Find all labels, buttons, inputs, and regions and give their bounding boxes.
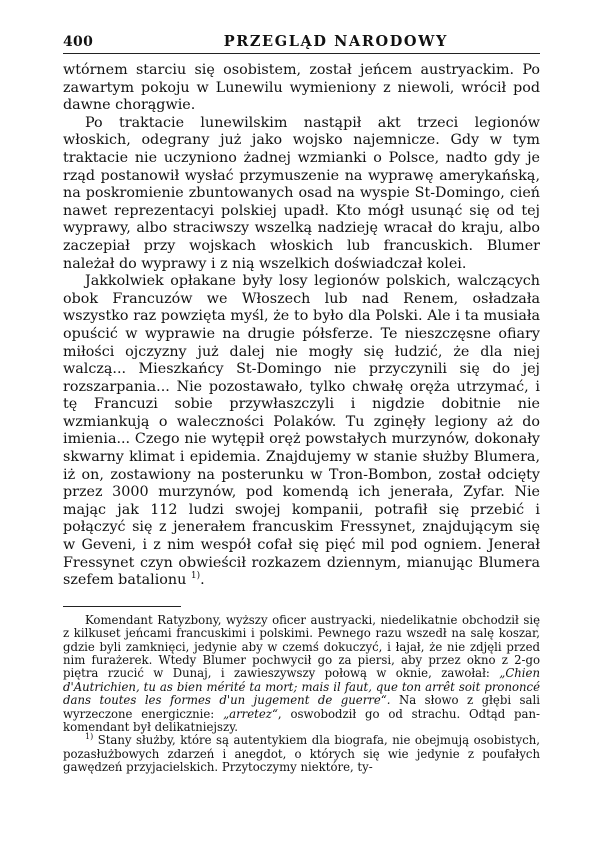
footnotes bbox=[63, 614, 540, 775]
page-header bbox=[63, 30, 540, 54]
page-number: 400 bbox=[63, 34, 94, 50]
main-text bbox=[63, 62, 540, 590]
running-title: PRZEGLĄD NARODOWY bbox=[223, 33, 448, 50]
footnote-1-arretez: „arretez“ bbox=[223, 706, 278, 721]
footnote-divider bbox=[63, 606, 181, 607]
footnote-2 bbox=[63, 734, 540, 774]
footnote-1-quote: „Chien d'Autrichien, tu as bien mérité ta mort; mais il faut, que ton arrêt soit prononcé dans toutes les formes d'un jugement de guerre“. bbox=[63, 666, 540, 708]
paragraph-2: Po traktacie lunewilskim nastąpił akt trzeci legionów włoskich, odegrany już jako wojsko najemnicze. Gdy w tym traktacie nie uczyniono żadnej wzmianki o Polsce, nadto gdy je rząd postanowił wysłać przymuszenie na wyprawę amerykańską, na poskromienie zbuntowanych osad na wyspie St-Domingo, cień nawet reprezentacyi polskiej upadł. Kto mógł usunąć się od tej wyprawy, albo straciwszy wszelką nadzieję wracał do kraju, albo zaczepiał przy wojskach włoskich lub francuskich. Blumer należał do wyprawy i z nią wszelkich doświadczał kolei. bbox=[63, 114, 540, 272]
paragraph-3-end: . bbox=[200, 572, 205, 589]
book-page bbox=[63, 30, 540, 775]
footnote-1 bbox=[63, 614, 540, 735]
paragraph-1: wtórnem starciu się osobistem, został jeńcem austryackim. Po zawartym pokoju w Lunewilu wymieniony z niewoli, wrócił pod dawne chorągwie. bbox=[63, 62, 540, 114]
footnote-2-text: Stany służby, które są autentykiem dla biografa, nie obejmują osobistych, pozasłużbowych zdarzeń i anegdot, o których się wie jedynie z poufałych gawędzeń przyjacielskich. Przytoczymy niektóre, ty- bbox=[63, 733, 540, 775]
footnote-1-text-a: Komendant Ratyzbony, wyższy oficer austryacki, niedelikatnie obchodził się z kilkuset jeńcami francuskimi i polskimi. Pewnego razu wszedł na salę koszar, gdzie byli zamknięci, jedynie aby w czemś dokuczyć, i łajał, że nie zdjęli przed nim furażerek. Wtedy Blumer pochwycił go za piersi, aby przez okno z 2-go piętra rzucić w Dunaj, i zawieszywszy połową w oknie, zawołał: bbox=[63, 612, 540, 681]
footnote-2-mark: 1) bbox=[85, 732, 94, 742]
footnote-1-text-b: Na słowo z głębi sali wyrzeczone energicznie: bbox=[63, 693, 540, 721]
paragraph-3 bbox=[63, 273, 540, 590]
paragraph-3-text: Jakkolwiek opłakane były losy legionów polskich, walczących obok Francuzów we Włoszech lub nad Renem, osładzała wszystko raz powzięta myśl, że to było dla Polski. Ale i ta musiała opuścić w wyprawie na drugie półsferze. Te nieszczęsne ofiary miłości ojczyzny już dalej nie mogły się łudzić, że dla niej walczą... Mieszkańcy St-Domingo nie przyczynili się do jej rozszarpania... Nie pozostawało, tylko chwałę oręża utrzymać, i tę Francuzi sobie przywłaszczyli i nigdzie dobitnie nie wzmiankują o waleczności Polaków. Tu zginęły legiony aż do imienia... Czego nie wytępił oręż powstałych murzynów, dokonały skwarny klimat i epidemia. Znajdujemy w stanie służby Blumera, iż on, zostawiony na posterunku w Tron-Bombon, został odcięty przez 3000 murzynów, pod komendą ich jenerała, Zyfar. Nie mając jak 112 ludzi swojej kompanii, potrafił się przebić i połączyć się z jenerałem francuskim Fressynet, znajdującym się w Geveni, i z nim wespół cofał się pięć mil pod ogniem. Jenerał Fressynet czyn obwieścił rozkazem dziennym, mianując Blumera szefem batalionu bbox=[63, 273, 540, 589]
footnote-1-text-c: , oswobodził go od strachu. Odtąd pan-komendant był delikatniejszy. bbox=[63, 706, 540, 735]
footnote-reference: 1) bbox=[190, 571, 201, 582]
